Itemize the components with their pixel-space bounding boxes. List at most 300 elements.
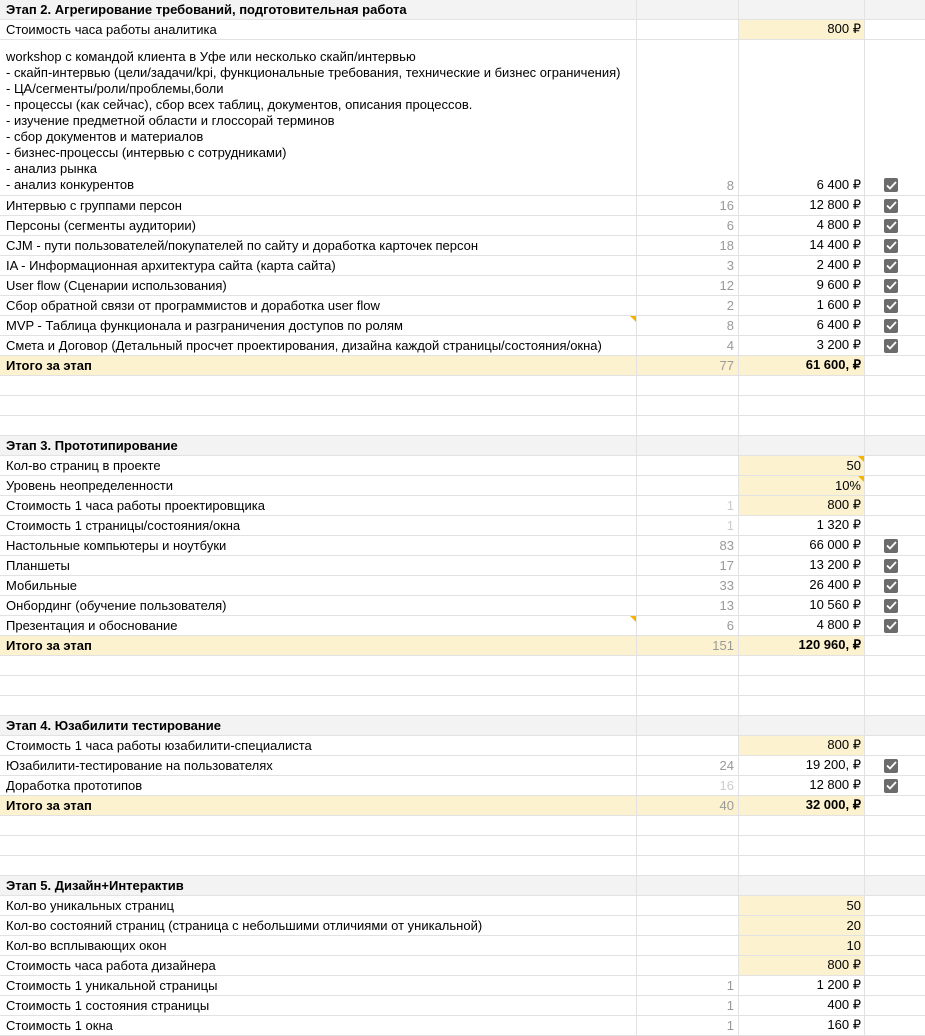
- rate-value: 800 ₽: [827, 737, 861, 752]
- cell[interactable]: [637, 276, 739, 295]
- cell[interactable]: [0, 616, 637, 635]
- hours-value: 6: [726, 618, 734, 633]
- cell[interactable]: [739, 276, 865, 295]
- table-row: [0, 756, 925, 776]
- cell[interactable]: [739, 236, 865, 255]
- cell[interactable]: [865, 596, 925, 615]
- cell[interactable]: [0, 496, 637, 515]
- cell[interactable]: [739, 356, 865, 375]
- cell[interactable]: [0, 336, 637, 355]
- cell[interactable]: [637, 376, 739, 395]
- empty-row: [0, 416, 925, 436]
- cell[interactable]: [0, 776, 637, 795]
- item-label: Юзабилити-тестирование на пользователях: [6, 758, 273, 773]
- cell[interactable]: [0, 816, 637, 835]
- cell[interactable]: [0, 796, 637, 815]
- cell[interactable]: [637, 956, 739, 975]
- cell[interactable]: [637, 40, 739, 195]
- param-value: 1 320 ₽: [816, 517, 861, 532]
- cell[interactable]: [739, 896, 865, 915]
- cell[interactable]: [739, 816, 865, 835]
- workshop-line: - анализ конкурентов: [6, 177, 135, 192]
- cell[interactable]: [0, 856, 637, 875]
- workshop-line: - сбор документов и материалов: [6, 129, 204, 144]
- cell[interactable]: [865, 256, 925, 275]
- stage2-workshop-row: [0, 40, 925, 196]
- checkbox-checked-icon[interactable]: [884, 279, 898, 293]
- cell[interactable]: [739, 636, 865, 655]
- cell[interactable]: [865, 476, 925, 495]
- cell[interactable]: [637, 0, 739, 19]
- cell[interactable]: [865, 696, 925, 715]
- comment-marker-icon[interactable]: [630, 616, 636, 622]
- cell[interactable]: [865, 376, 925, 395]
- hours-value: 8: [726, 178, 734, 193]
- cell[interactable]: [739, 40, 865, 195]
- cell[interactable]: [637, 196, 739, 215]
- stage3-title: Этап 3. Прототипирование: [6, 438, 178, 453]
- cell[interactable]: [739, 836, 865, 855]
- cell[interactable]: [637, 976, 739, 995]
- stage4-header-row: [0, 716, 925, 736]
- checkbox-checked-icon[interactable]: [884, 599, 898, 613]
- item-label: Интервью с группами персон: [6, 198, 182, 213]
- cost-value: 6 400 ₽: [816, 317, 861, 332]
- cell[interactable]: [0, 736, 637, 755]
- stage4-rate-row: [0, 736, 925, 756]
- cell[interactable]: [739, 696, 865, 715]
- cell[interactable]: [0, 876, 637, 895]
- cell[interactable]: [739, 1016, 865, 1035]
- cell[interactable]: [865, 516, 925, 535]
- stage5-header-row: [0, 876, 925, 896]
- cell[interactable]: [637, 20, 739, 39]
- cell[interactable]: [637, 1016, 739, 1035]
- cell[interactable]: [0, 756, 637, 775]
- cell[interactable]: [865, 756, 925, 775]
- table-row: [0, 256, 925, 276]
- param-label: Стоимость часа работа дизайнера: [6, 958, 216, 973]
- param-row: [0, 936, 925, 956]
- cell[interactable]: [0, 0, 637, 19]
- hours-value: 17: [719, 558, 734, 573]
- total-label: Итого за этап: [6, 798, 92, 813]
- cell[interactable]: [0, 1016, 637, 1035]
- cell[interactable]: [0, 216, 637, 235]
- cell[interactable]: [739, 576, 865, 595]
- cell[interactable]: [865, 796, 925, 815]
- cell[interactable]: [739, 516, 865, 535]
- cell[interactable]: [0, 416, 637, 435]
- cell[interactable]: [865, 216, 925, 235]
- cell[interactable]: [865, 576, 925, 595]
- cell[interactable]: [739, 916, 865, 935]
- param-value: 20: [846, 918, 861, 933]
- hours-value: 1: [726, 978, 734, 993]
- table-row: [0, 196, 925, 216]
- cell[interactable]: [865, 996, 925, 1015]
- item-label: Сбор обратной связи от программистов и доработка user flow: [6, 298, 380, 313]
- empty-row: [0, 376, 925, 396]
- cell[interactable]: [739, 476, 865, 495]
- hours-value: 8: [726, 318, 734, 333]
- stage2-total-row: [0, 356, 925, 376]
- checkbox-checked-icon[interactable]: [884, 579, 898, 593]
- cell[interactable]: [0, 676, 637, 695]
- cell[interactable]: [865, 196, 925, 215]
- hours-value: 1: [726, 518, 734, 533]
- hours-value: 16: [719, 198, 734, 213]
- cell[interactable]: [0, 896, 637, 915]
- cell[interactable]: [0, 956, 637, 975]
- checkbox-checked-icon[interactable]: [884, 219, 898, 233]
- cell[interactable]: [865, 736, 925, 755]
- cell[interactable]: [865, 776, 925, 795]
- cell[interactable]: [637, 736, 739, 755]
- empty-row: [0, 396, 925, 416]
- checkbox-checked-icon[interactable]: [884, 178, 898, 192]
- cell[interactable]: [637, 216, 739, 235]
- stage3-header-row: [0, 436, 925, 456]
- cell[interactable]: [637, 256, 739, 275]
- cell[interactable]: [637, 816, 739, 835]
- cell[interactable]: [637, 756, 739, 775]
- cell[interactable]: [637, 996, 739, 1015]
- cell[interactable]: [739, 196, 865, 215]
- cost-value: 12 800 ₽: [809, 197, 861, 212]
- cell[interactable]: [0, 656, 637, 675]
- cost-value: 2 400 ₽: [816, 257, 861, 272]
- cell[interactable]: [0, 456, 637, 475]
- cost-value: 14 400 ₽: [809, 237, 861, 252]
- cell[interactable]: [0, 20, 637, 39]
- hours-value: 3: [726, 258, 734, 273]
- item-label: Стоимость 1 окна: [6, 1018, 113, 1033]
- checkbox-checked-icon[interactable]: [884, 619, 898, 633]
- cell[interactable]: [739, 396, 865, 415]
- param-value: 50: [846, 898, 861, 913]
- cell[interactable]: [865, 856, 925, 875]
- cell[interactable]: [637, 616, 739, 635]
- cell[interactable]: [739, 616, 865, 635]
- total-cost: 32 000, ₽: [805, 797, 861, 812]
- cell[interactable]: [865, 716, 925, 735]
- cell[interactable]: [865, 836, 925, 855]
- table-row: [0, 316, 925, 336]
- param-value: 800 ₽: [827, 957, 861, 972]
- cell[interactable]: [739, 456, 865, 475]
- param-value: 10%: [834, 478, 861, 493]
- cost-value: 1 200 ₽: [816, 977, 861, 992]
- cell[interactable]: [0, 716, 637, 735]
- table-row: [0, 556, 925, 576]
- hours-value: 33: [719, 578, 734, 593]
- cell[interactable]: [865, 396, 925, 415]
- workshop-line: - ЦА/сегменты/роли/проблемы,боли: [6, 81, 224, 96]
- item-label: Стоимость 1 состояния страницы: [6, 998, 210, 1013]
- stage4-total-row: [0, 796, 925, 816]
- item-label: Доработка прототипов: [6, 778, 143, 793]
- cell[interactable]: [637, 796, 739, 815]
- cell[interactable]: [739, 416, 865, 435]
- cell[interactable]: [865, 456, 925, 475]
- hours-value: 1: [726, 498, 734, 513]
- cell[interactable]: [0, 636, 637, 655]
- item-label: Планшеты: [6, 558, 70, 573]
- cell[interactable]: [865, 416, 925, 435]
- total-label: Итого за этап: [6, 358, 92, 373]
- cell[interactable]: [739, 976, 865, 995]
- cost-value: 66 000 ₽: [809, 537, 861, 552]
- checkbox-checked-icon[interactable]: [884, 199, 898, 213]
- workshop-line: - изучение предметной области и глоссорай терминов: [6, 113, 335, 128]
- cell[interactable]: [0, 516, 637, 535]
- cell[interactable]: [865, 616, 925, 635]
- item-label: CJM - пути пользователей/покупателей по сайту и доработка карточек персон: [6, 238, 479, 253]
- cell[interactable]: [0, 976, 637, 995]
- cell[interactable]: [637, 656, 739, 675]
- cell[interactable]: [0, 916, 637, 935]
- cell[interactable]: [637, 476, 739, 495]
- cell[interactable]: [865, 876, 925, 895]
- cell[interactable]: [865, 316, 925, 335]
- cell[interactable]: [865, 336, 925, 355]
- cell[interactable]: [637, 936, 739, 955]
- cell[interactable]: [865, 1016, 925, 1035]
- cell[interactable]: [739, 20, 865, 39]
- cell[interactable]: [739, 296, 865, 315]
- cell[interactable]: [865, 636, 925, 655]
- stage2-header-row: [0, 0, 925, 20]
- empty-row: [0, 656, 925, 676]
- cell[interactable]: [739, 0, 865, 19]
- cell[interactable]: [0, 936, 637, 955]
- cell[interactable]: [0, 356, 637, 375]
- cell[interactable]: [739, 716, 865, 735]
- param-row: [0, 956, 925, 976]
- item-label: Презентация и обоснование: [6, 618, 178, 633]
- cell[interactable]: [637, 856, 739, 875]
- cell[interactable]: [865, 276, 925, 295]
- comment-marker-icon[interactable]: [858, 476, 864, 482]
- cell[interactable]: [637, 536, 739, 555]
- cell[interactable]: [0, 316, 637, 335]
- cost-value: 4 800 ₽: [816, 617, 861, 632]
- cell[interactable]: [0, 596, 637, 615]
- cell[interactable]: [865, 956, 925, 975]
- cell[interactable]: [739, 776, 865, 795]
- checkbox-checked-icon[interactable]: [884, 339, 898, 353]
- cell[interactable]: [865, 936, 925, 955]
- cell[interactable]: [637, 496, 739, 515]
- cell[interactable]: [637, 596, 739, 615]
- hours-value: 4: [726, 338, 734, 353]
- cell[interactable]: [739, 856, 865, 875]
- cell[interactable]: [0, 696, 637, 715]
- cell[interactable]: [865, 916, 925, 935]
- cell[interactable]: [0, 296, 637, 315]
- item-label: Смета и Договор (Детальный просчет проектирования, дизайна каждой страницы/состояния/окна): [6, 338, 602, 353]
- cell[interactable]: [0, 836, 637, 855]
- cell[interactable]: [865, 976, 925, 995]
- total-hours: 151: [712, 638, 734, 653]
- cell[interactable]: [739, 656, 865, 675]
- checkbox-checked-icon[interactable]: [884, 759, 898, 773]
- param-value: 800 ₽: [827, 497, 861, 512]
- cell[interactable]: [865, 20, 925, 39]
- cell[interactable]: [637, 876, 739, 895]
- cost-value: 4 800 ₽: [816, 217, 861, 232]
- cell[interactable]: [739, 436, 865, 455]
- cell[interactable]: [637, 916, 739, 935]
- param-row: [0, 896, 925, 916]
- cell[interactable]: [0, 256, 637, 275]
- cell[interactable]: [865, 296, 925, 315]
- cell[interactable]: [739, 936, 865, 955]
- cell[interactable]: [865, 436, 925, 455]
- cell[interactable]: [739, 216, 865, 235]
- cost-value: 400 ₽: [827, 997, 861, 1012]
- cell[interactable]: [739, 876, 865, 895]
- cell[interactable]: [637, 836, 739, 855]
- cell[interactable]: [637, 696, 739, 715]
- cell[interactable]: [865, 536, 925, 555]
- checkbox-checked-icon[interactable]: [884, 539, 898, 553]
- param-label: Уровень неопределенности: [6, 478, 174, 493]
- checkbox-checked-icon[interactable]: [884, 259, 898, 273]
- param-label: Стоимость 1 страницы/состояния/окна: [6, 518, 241, 533]
- cell[interactable]: [0, 376, 637, 395]
- cell[interactable]: [865, 896, 925, 915]
- stage2-rate-row: [0, 20, 925, 40]
- cell[interactable]: [865, 356, 925, 375]
- param-label: Стоимость 1 часа работы проектировщика: [6, 498, 265, 513]
- cell[interactable]: [637, 456, 739, 475]
- item-label: Персоны (сегменты аудитории): [6, 218, 196, 233]
- cell[interactable]: [739, 336, 865, 355]
- cell[interactable]: [865, 556, 925, 575]
- hours-value: 12: [719, 278, 734, 293]
- cell[interactable]: [739, 556, 865, 575]
- cell[interactable]: [0, 40, 637, 195]
- total-hours: 40: [719, 798, 734, 813]
- cell[interactable]: [637, 236, 739, 255]
- empty-row: [0, 816, 925, 836]
- cell[interactable]: [739, 796, 865, 815]
- checkbox-checked-icon[interactable]: [884, 779, 898, 793]
- cost-value: 160 ₽: [827, 1017, 861, 1032]
- cell[interactable]: [739, 956, 865, 975]
- cell[interactable]: [739, 496, 865, 515]
- cell[interactable]: [739, 256, 865, 275]
- hours-value: 1: [726, 998, 734, 1013]
- param-row: [0, 496, 925, 516]
- cell[interactable]: [739, 376, 865, 395]
- cell[interactable]: [0, 476, 637, 495]
- checkbox-checked-icon[interactable]: [884, 319, 898, 333]
- cell[interactable]: [739, 756, 865, 775]
- cell[interactable]: [637, 776, 739, 795]
- cell[interactable]: [637, 356, 739, 375]
- checkbox-checked-icon[interactable]: [884, 559, 898, 573]
- cell[interactable]: [637, 416, 739, 435]
- cell[interactable]: [865, 496, 925, 515]
- cell[interactable]: [637, 636, 739, 655]
- cell[interactable]: [865, 236, 925, 255]
- cost-value: 13 200 ₽: [809, 557, 861, 572]
- cell[interactable]: [739, 676, 865, 695]
- cell[interactable]: [637, 896, 739, 915]
- param-value: 50: [846, 458, 861, 473]
- hours-value: 2: [726, 298, 734, 313]
- cell[interactable]: [637, 336, 739, 355]
- workshop-line: - бизнес-процессы (интервью с сотрудниками): [6, 145, 287, 160]
- item-label: Мобильные: [6, 578, 78, 593]
- rate-label: Стоимость часа работы аналитика: [6, 22, 217, 37]
- cell[interactable]: [739, 736, 865, 755]
- cell[interactable]: [0, 396, 637, 415]
- cell[interactable]: [0, 436, 637, 455]
- cell[interactable]: [0, 196, 637, 215]
- cell[interactable]: [865, 816, 925, 835]
- table-row: [0, 536, 925, 556]
- param-value: 10: [846, 938, 861, 953]
- cell[interactable]: [0, 996, 637, 1015]
- cell[interactable]: [865, 676, 925, 695]
- workshop-line: - процессы (как сейчас), сбор всех таблиц, документов, описания процессов.: [6, 97, 473, 112]
- cell[interactable]: [0, 276, 637, 295]
- cell[interactable]: [865, 40, 925, 195]
- cell[interactable]: [637, 296, 739, 315]
- workshop-line: - анализ рынка: [6, 161, 97, 176]
- cell[interactable]: [637, 576, 739, 595]
- cell[interactable]: [637, 396, 739, 415]
- hours-value: 24: [719, 758, 734, 773]
- table-row: [0, 596, 925, 616]
- cell[interactable]: [637, 436, 739, 455]
- table-row: [0, 216, 925, 236]
- cost-value: 6 400 ₽: [816, 177, 861, 192]
- cell[interactable]: [637, 556, 739, 575]
- hours-value: 18: [719, 238, 734, 253]
- cell[interactable]: [865, 656, 925, 675]
- table-row: [0, 776, 925, 796]
- comment-marker-icon[interactable]: [858, 456, 864, 462]
- cell[interactable]: [739, 316, 865, 335]
- table-row: [0, 1016, 925, 1036]
- cell[interactable]: [739, 596, 865, 615]
- checkbox-checked-icon[interactable]: [884, 239, 898, 253]
- table-row: [0, 336, 925, 356]
- cell[interactable]: [637, 516, 739, 535]
- cell[interactable]: [637, 316, 739, 335]
- cell[interactable]: [637, 716, 739, 735]
- cell[interactable]: [0, 576, 637, 595]
- cell[interactable]: [0, 236, 637, 255]
- cell[interactable]: [0, 556, 637, 575]
- cell[interactable]: [0, 536, 637, 555]
- cell[interactable]: [739, 536, 865, 555]
- cell[interactable]: [739, 996, 865, 1015]
- comment-marker-icon[interactable]: [630, 316, 636, 322]
- cell[interactable]: [865, 0, 925, 19]
- checkbox-checked-icon[interactable]: [884, 299, 898, 313]
- cell[interactable]: [637, 676, 739, 695]
- table-row: [0, 296, 925, 316]
- total-hours: 77: [719, 358, 734, 373]
- table-row: [0, 996, 925, 1016]
- cost-value: 3 200 ₽: [816, 337, 861, 352]
